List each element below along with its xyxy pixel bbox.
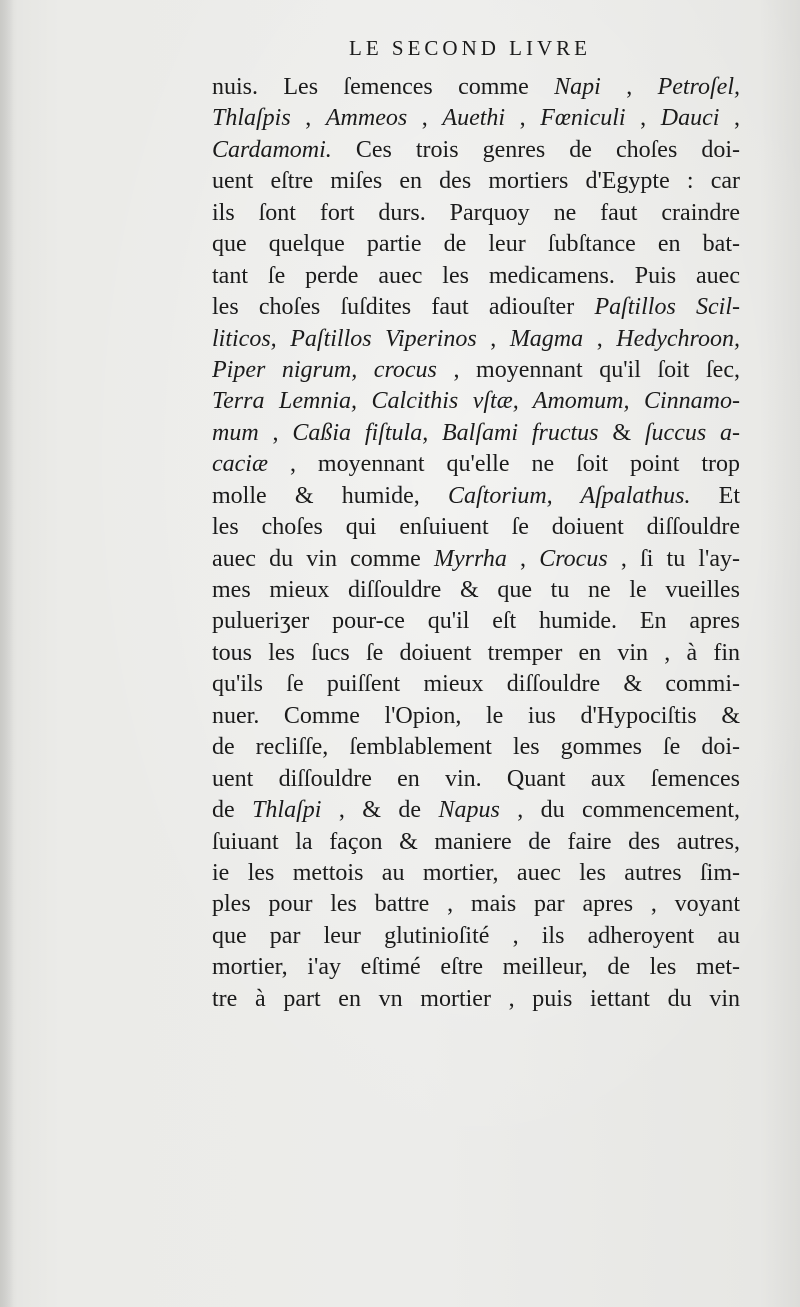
text-line <box>212 103 740 134</box>
italic-term: Petroſel, <box>657 74 740 100</box>
text-segment: que par leur glutinioſité , ils adheroyent au <box>212 922 740 949</box>
text-segment: , <box>476 325 510 352</box>
text-segment: , moyennant qu'il ſoit ſec, <box>436 356 740 383</box>
italic-term: Fœniculi <box>540 105 626 132</box>
text-line <box>212 135 740 166</box>
text-segment: , <box>505 105 541 132</box>
italic-term: Dauci <box>660 105 720 132</box>
italic-term: Auethi <box>442 105 506 132</box>
text-segment: ples pour les battre , mais par apres , voyant <box>212 891 740 918</box>
text-line <box>212 638 740 669</box>
italic-term: caciæ <box>212 451 268 478</box>
text-segment: auec du vin comme <box>212 545 434 572</box>
text-line <box>212 418 740 449</box>
text-line <box>212 449 740 480</box>
page-edge-shadow <box>0 0 14 1307</box>
text-segment: uent diſſouldre en vin. Quant aux ſemences <box>212 765 740 792</box>
text-line <box>212 701 740 732</box>
text-line <box>212 827 740 858</box>
text-segment: uent eſtre miſes en des mortiers d'Egypte : car <box>212 168 740 195</box>
text-segment: , du commencement, <box>499 797 740 824</box>
text-segment <box>277 326 291 352</box>
text-line <box>212 261 740 292</box>
italic-term: mum <box>212 419 259 446</box>
text-segment: Et <box>690 482 740 509</box>
text-line <box>212 72 740 103</box>
text-segment: ils ſont fort durs. Parquoy ne faut craindre <box>212 199 740 226</box>
text-segment: , moyennant qu'elle ne ſoit point trop <box>267 451 740 478</box>
text-line <box>212 952 740 983</box>
text-line <box>212 795 740 826</box>
text-line <box>212 858 740 889</box>
text-segment: , <box>719 105 740 132</box>
italic-term: Caſtorium, Aſpalathus. <box>447 482 691 509</box>
text-segment: nuer. Comme l'Opion, le ius d'Hypociſtis & <box>212 702 740 729</box>
text-line <box>212 921 740 952</box>
text-segment: molle & humide, <box>212 482 448 509</box>
italic-term: Paſtillos Scil- <box>594 294 740 321</box>
text-segment: , <box>258 419 293 446</box>
text-line <box>212 544 740 575</box>
text-segment: qu'ils ſe puiſſent mieux diſſouldre & commi- <box>212 671 740 698</box>
text-line <box>212 984 740 1015</box>
text-segment: , <box>506 545 540 572</box>
text-segment: les choſes ſuſdites faut adiouſter <box>212 294 595 321</box>
text-segment: tre à part en vn mortier , puis iettant du vin <box>212 985 740 1012</box>
text-segment: , <box>290 105 326 132</box>
italic-term: Crocus <box>539 545 608 572</box>
italic-term: Myrrha <box>433 545 507 572</box>
text-segment: , <box>583 325 617 352</box>
italic-term: Napi <box>554 74 601 100</box>
text-line <box>212 669 740 700</box>
text-line <box>212 512 740 543</box>
text-segment: , & de <box>321 797 439 824</box>
text-segment: ie les mettois au mortier, auec les autres ſim- <box>212 859 740 886</box>
text-line <box>212 575 740 606</box>
text-segment: , <box>407 105 443 132</box>
text-line <box>212 764 740 795</box>
text-segment: & <box>598 419 645 446</box>
text-line <box>212 386 740 417</box>
italic-term: Piper nigrum, crocus <box>212 356 437 383</box>
text-line <box>212 889 740 920</box>
text-line <box>212 166 740 197</box>
text-segment: mes mieux diſſouldre & que tu ne le vueilles <box>212 577 740 603</box>
text-segment: pulueriʒer pour-ce qu'il eſt humide. En apres <box>212 608 740 635</box>
italic-term: Cardamomi. <box>212 136 332 163</box>
text-line <box>212 198 740 229</box>
text-segment: les choſes qui enſuiuent ſe doiuent diſſouldre <box>212 514 740 541</box>
text-line <box>212 229 740 260</box>
italic-term: Magma <box>509 325 584 352</box>
italic-term: Caßia fiſtula, Balſami fructus <box>292 419 599 446</box>
italic-term: Ammeos <box>325 105 408 132</box>
text-segment: , ſi tu l'ay- <box>607 545 740 572</box>
italic-term: Napus <box>438 797 500 824</box>
italic-term: Thlaſpi <box>252 797 322 824</box>
text-segment: tant ſe perde auec les medicamens. Puis auec <box>212 262 740 289</box>
text-segment: , <box>600 74 658 100</box>
italic-term: Thlaſpis <box>212 105 291 132</box>
text-segment: de recliſſe, ſemblablement les gommes ſe doi- <box>212 734 740 761</box>
text-line <box>212 732 740 763</box>
text-line <box>212 481 740 512</box>
italic-term: liticos, <box>212 325 277 352</box>
body-text <box>212 72 740 1015</box>
text-segment: mortier, i'ay eſtimé eſtre meilleur, de les met- <box>212 954 740 981</box>
text-segment: de <box>212 797 253 824</box>
text-segment: que quelque partie de leur ſubſtance en bat- <box>212 231 740 258</box>
text-line <box>212 324 740 355</box>
italic-term: Paſtillos Viperinos <box>290 325 477 352</box>
italic-term: ſuccus a- <box>644 419 740 446</box>
text-line <box>212 355 740 386</box>
text-segment: , <box>625 105 661 132</box>
italic-term: Terra Lemnia, Calcithis vſtæ, Amomum, Cinnamo- <box>212 388 740 415</box>
running-head: LE SECOND LIVRE <box>349 36 591 60</box>
text-line <box>212 292 740 323</box>
text-segment: ſuiuant la façon & maniere de faire des autres, <box>212 828 740 855</box>
text-segment: Ces trois genres de choſes doi- <box>331 136 740 163</box>
text-segment: tous les ſucs ſe doiuent tremper en vin , à fin <box>212 639 740 666</box>
text-line <box>212 606 740 637</box>
text-segment: nuis. Les ſemences comme <box>212 74 555 100</box>
italic-term: Hedychroon, <box>616 325 740 352</box>
